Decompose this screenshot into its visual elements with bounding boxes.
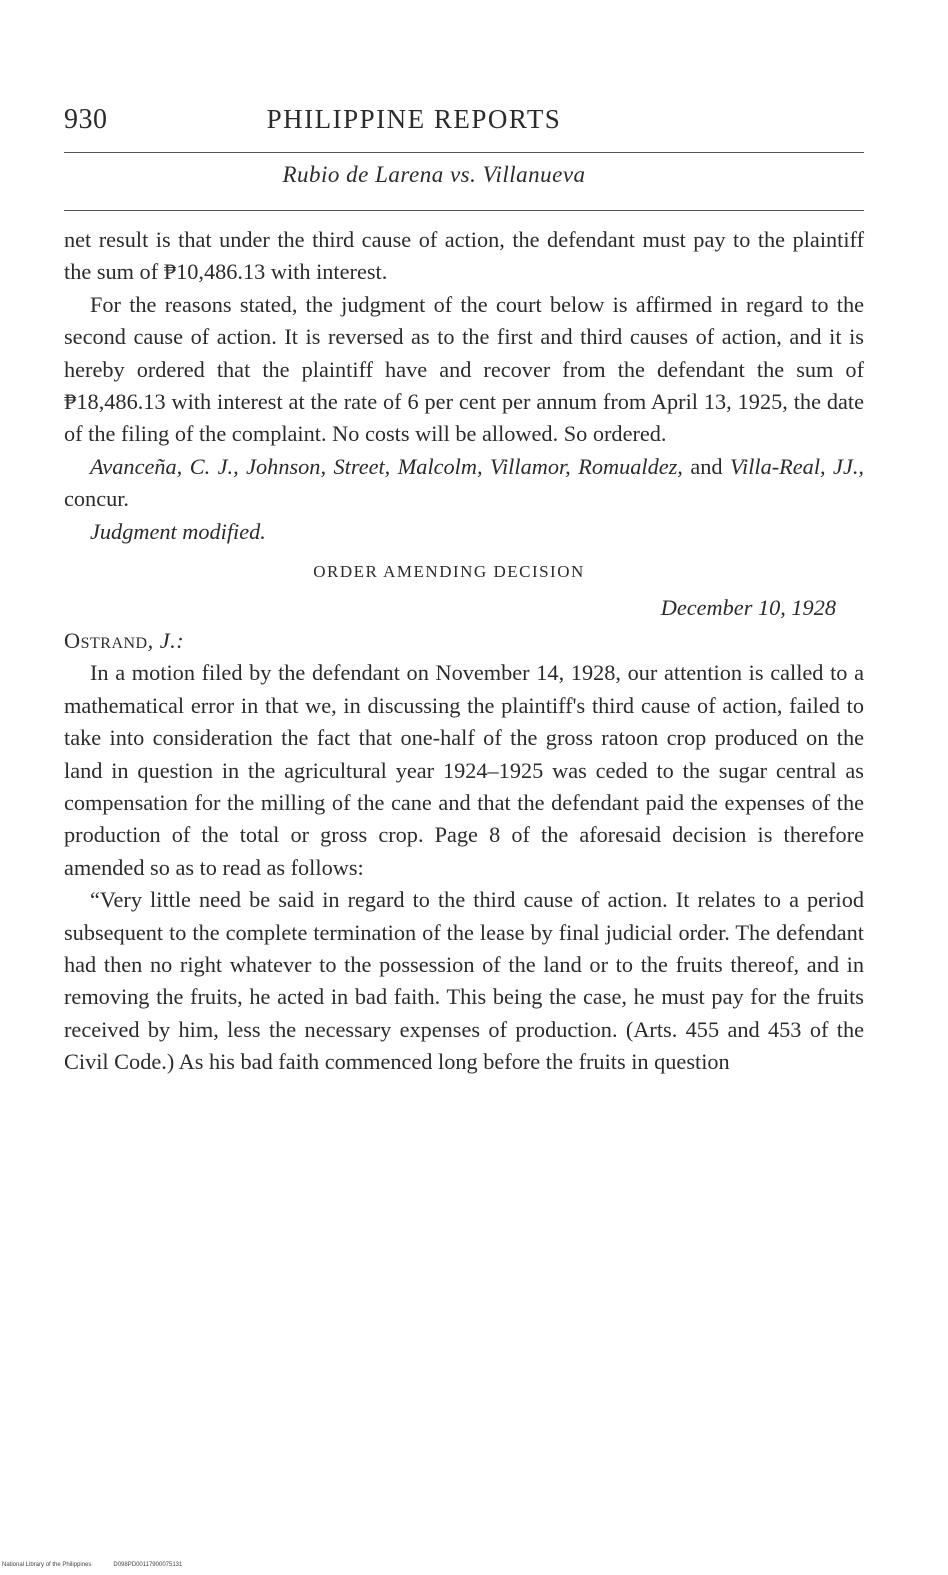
order-date: December 10, 1928: [660, 595, 836, 621]
quoted-paragraph: “Very little need be said in regard to the third cause of action. It relates to a period subsequent to the complete termination of the lease by final judicial order. The defendant had then no right whatever to the possession of the land or to the fruits thereof, and in removing the fruits, he acted in bad faith. This being the case, he must pay for the fruits received by him, less the necessary expenses of production. (Arts. 455 and 453 of the Civil Code.) As his bad faith commenced long before the fruits in question: [64, 887, 864, 1075]
concurring-justices: Avanceña, C. J., Johnson, Street, Malcolm, Villamor, Romualdez,: [90, 453, 683, 479]
concur-word: concur.: [64, 486, 130, 512]
justice-line: [64, 625, 864, 657]
page-header: [64, 100, 864, 146]
continuation-paragraph: net result is that under the third cause of action, the defendant must pay to the plaintiff the sum of ₱10,486.13 with interest.: [64, 227, 864, 285]
disposition: Judgment modified.: [90, 518, 266, 544]
judgment-paragraph: For the reasons stated, the judgment of the court below is affirmed in regard to the second cause of action. It is reversed as to the first and third causes of action, and it is hereby ordered that the plaintiff have and recover from the defendant the sum of ₱18,486.13 with interest at the rate of 6 per cent per annum from April 13, 1925, the date of the filing of the complaint. No costs will be allowed. So ordered.: [64, 291, 864, 447]
footer-identifier: D098PD00117900075131: [113, 1562, 183, 1568]
justice-name: Ostrand: [64, 627, 148, 653]
concurring-justice-last: Villa-Real, JJ.,: [730, 453, 864, 479]
concurrence-line: [64, 451, 864, 516]
header-rule-top: [64, 152, 864, 153]
footer-stamp: [2, 1562, 204, 1568]
footer-library: National Library of the Philippines: [2, 1562, 92, 1568]
body-text: [64, 224, 864, 1079]
running-title: PHILIPPINE REPORTS: [266, 104, 562, 134]
motion-paragraph: In a motion filed by the defendant on November 14, 1928, our attention is called to a mathematical error in that we, in discussing the plaintiff's third cause of action, failed to take into consideration the fact that one-half of the gross ratoon crop produced on the land in question in the agricultural year 1924–1925 was ceded to the sugar central as compensation for the milling of the cane and that the defendant paid the expenses of the production of the total or gross crop. Page 8 of the aforesaid decision is therefore amended so as to read as follows:: [64, 660, 864, 880]
case-caption: Rubio de Larena vs. Villanueva: [282, 162, 586, 187]
order-heading: ORDER AMENDING DECISION: [313, 562, 585, 582]
page-number: 930: [64, 104, 108, 135]
concur-and: and: [690, 453, 723, 479]
justice-suffix: , J.:: [147, 627, 185, 653]
header-rule-bottom: [64, 210, 864, 211]
